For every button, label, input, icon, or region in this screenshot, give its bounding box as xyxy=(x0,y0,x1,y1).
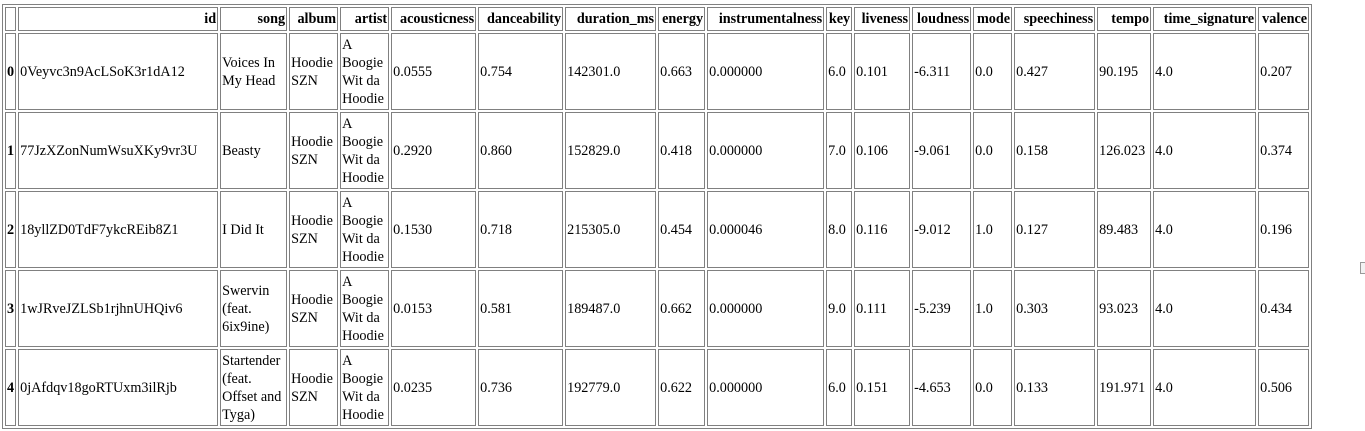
cell-tempo: 93.023 xyxy=(1097,270,1151,347)
cell-mode: 1.0 xyxy=(973,270,1012,347)
dataframe-container xyxy=(2,4,1312,429)
cell-album: Hoodie SZN xyxy=(289,270,338,347)
table-row xyxy=(5,191,1309,268)
cell-liveness: 0.116 xyxy=(854,191,910,268)
table-header xyxy=(5,7,1309,31)
column-header-duration-ms: duration_ms xyxy=(565,7,656,31)
row-index: 1 xyxy=(5,112,16,189)
cell-album: Hoodie SZN xyxy=(289,112,338,189)
cell-liveness: 0.101 xyxy=(854,33,910,110)
column-header-energy: energy xyxy=(658,7,705,31)
cell-speechiness: 0.127 xyxy=(1014,191,1095,268)
cell-mode: 0.0 xyxy=(973,112,1012,189)
cell-acousticness: 0.2920 xyxy=(391,112,476,189)
header-row xyxy=(5,7,1309,31)
cell-id: 18yllZD0TdF7ykcREib8Z1 xyxy=(18,191,218,268)
cell-acousticness: 0.0555 xyxy=(391,33,476,110)
cell-mode: 1.0 xyxy=(973,191,1012,268)
resize-handle[interactable] xyxy=(1360,262,1365,274)
cell-loudness: -9.061 xyxy=(912,112,971,189)
cell-tempo: 191.971 xyxy=(1097,349,1151,426)
cell-energy: 0.662 xyxy=(658,270,705,347)
cell-liveness: 0.106 xyxy=(854,112,910,189)
cell-song: I Did It xyxy=(220,191,287,268)
cell-duration-ms: 215305.0 xyxy=(565,191,656,268)
cell-time-signature: 4.0 xyxy=(1153,33,1256,110)
cell-duration-ms: 152829.0 xyxy=(565,112,656,189)
cell-danceability: 0.581 xyxy=(478,270,563,347)
column-header-valence: valence xyxy=(1258,7,1309,31)
column-header-loudness: loudness xyxy=(912,7,971,31)
table-row xyxy=(5,270,1309,347)
cell-song: Beasty xyxy=(220,112,287,189)
cell-key: 8.0 xyxy=(826,191,852,268)
cell-acousticness: 0.0153 xyxy=(391,270,476,347)
column-header-album: album xyxy=(289,7,338,31)
cell-speechiness: 0.303 xyxy=(1014,270,1095,347)
cell-instrumentalness: 0.000046 xyxy=(707,191,824,268)
cell-loudness: -4.653 xyxy=(912,349,971,426)
cell-danceability: 0.718 xyxy=(478,191,563,268)
cell-liveness: 0.151 xyxy=(854,349,910,426)
table-row xyxy=(5,33,1309,110)
cell-energy: 0.622 xyxy=(658,349,705,426)
row-index: 0 xyxy=(5,33,16,110)
cell-acousticness: 0.1530 xyxy=(391,191,476,268)
cell-mode: 0.0 xyxy=(973,349,1012,426)
cell-id: 77JzXZonNumWsuXKy9vr3U xyxy=(18,112,218,189)
cell-id: 1wJRveJZLSb1rjhnUHQiv6 xyxy=(18,270,218,347)
table-row xyxy=(5,349,1309,426)
cell-speechiness: 0.427 xyxy=(1014,33,1095,110)
scroll-edge-marker xyxy=(2,423,3,429)
column-header-danceability: danceability xyxy=(478,7,563,31)
cell-valence: 0.196 xyxy=(1258,191,1309,268)
cell-song: Swervin (feat. 6ix9ine) xyxy=(220,270,287,347)
cell-key: 7.0 xyxy=(826,112,852,189)
cell-album: Hoodie SZN xyxy=(289,349,338,426)
column-header-time-signature: time_signature xyxy=(1153,7,1256,31)
cell-duration-ms: 192779.0 xyxy=(565,349,656,426)
cell-tempo: 90.195 xyxy=(1097,33,1151,110)
cell-song: Startender (feat. Offset and Tyga) xyxy=(220,349,287,426)
column-header-acousticness: acousticness xyxy=(391,7,476,31)
cell-speechiness: 0.158 xyxy=(1014,112,1095,189)
dataframe-table xyxy=(2,4,1312,429)
cell-key: 6.0 xyxy=(826,33,852,110)
cell-duration-ms: 189487.0 xyxy=(565,270,656,347)
cell-loudness: -6.311 xyxy=(912,33,971,110)
cell-danceability: 0.754 xyxy=(478,33,563,110)
column-header-mode: mode xyxy=(973,7,1012,31)
cell-mode: 0.0 xyxy=(973,33,1012,110)
table-row xyxy=(5,112,1309,189)
column-header-tempo: tempo xyxy=(1097,7,1151,31)
column-header-id: id xyxy=(18,7,218,31)
cell-instrumentalness: 0.000000 xyxy=(707,349,824,426)
table-body xyxy=(5,33,1309,426)
index-header xyxy=(5,7,16,31)
cell-album: Hoodie SZN xyxy=(289,191,338,268)
cell-id: 0Veyvc3n9AcLSoK3r1dA12 xyxy=(18,33,218,110)
cell-valence: 0.374 xyxy=(1258,112,1309,189)
cell-instrumentalness: 0.000000 xyxy=(707,33,824,110)
cell-artist: A Boogie Wit da Hoodie xyxy=(340,112,389,189)
cell-valence: 0.506 xyxy=(1258,349,1309,426)
cell-artist: A Boogie Wit da Hoodie xyxy=(340,349,389,426)
cell-artist: A Boogie Wit da Hoodie xyxy=(340,33,389,110)
column-header-speechiness: speechiness xyxy=(1014,7,1095,31)
cell-energy: 0.454 xyxy=(658,191,705,268)
row-index: 4 xyxy=(5,349,16,426)
column-header-key: key xyxy=(826,7,852,31)
cell-liveness: 0.111 xyxy=(854,270,910,347)
cell-key: 6.0 xyxy=(826,349,852,426)
cell-artist: A Boogie Wit da Hoodie xyxy=(340,270,389,347)
cell-album: Hoodie SZN xyxy=(289,33,338,110)
cell-tempo: 89.483 xyxy=(1097,191,1151,268)
cell-valence: 0.434 xyxy=(1258,270,1309,347)
cell-energy: 0.418 xyxy=(658,112,705,189)
cell-time-signature: 4.0 xyxy=(1153,191,1256,268)
cell-song: Voices In My Head xyxy=(220,33,287,110)
cell-time-signature: 4.0 xyxy=(1153,349,1256,426)
column-header-liveness: liveness xyxy=(854,7,910,31)
cell-key: 9.0 xyxy=(826,270,852,347)
cell-tempo: 126.023 xyxy=(1097,112,1151,189)
cell-valence: 0.207 xyxy=(1258,33,1309,110)
cell-duration-ms: 142301.0 xyxy=(565,33,656,110)
cell-loudness: -5.239 xyxy=(912,270,971,347)
row-index: 2 xyxy=(5,191,16,268)
cell-danceability: 0.736 xyxy=(478,349,563,426)
cell-energy: 0.663 xyxy=(658,33,705,110)
cell-time-signature: 4.0 xyxy=(1153,112,1256,189)
cell-danceability: 0.860 xyxy=(478,112,563,189)
cell-acousticness: 0.0235 xyxy=(391,349,476,426)
cell-id: 0jAfdqv18goRTUxm3ilRjb xyxy=(18,349,218,426)
row-index: 3 xyxy=(5,270,16,347)
cell-speechiness: 0.133 xyxy=(1014,349,1095,426)
cell-instrumentalness: 0.000000 xyxy=(707,112,824,189)
column-header-artist: artist xyxy=(340,7,389,31)
cell-instrumentalness: 0.000000 xyxy=(707,270,824,347)
column-header-song: song xyxy=(220,7,287,31)
cell-time-signature: 4.0 xyxy=(1153,270,1256,347)
cell-loudness: -9.012 xyxy=(912,191,971,268)
column-header-instrumentalness: instrumentalness xyxy=(707,7,824,31)
cell-artist: A Boogie Wit da Hoodie xyxy=(340,191,389,268)
